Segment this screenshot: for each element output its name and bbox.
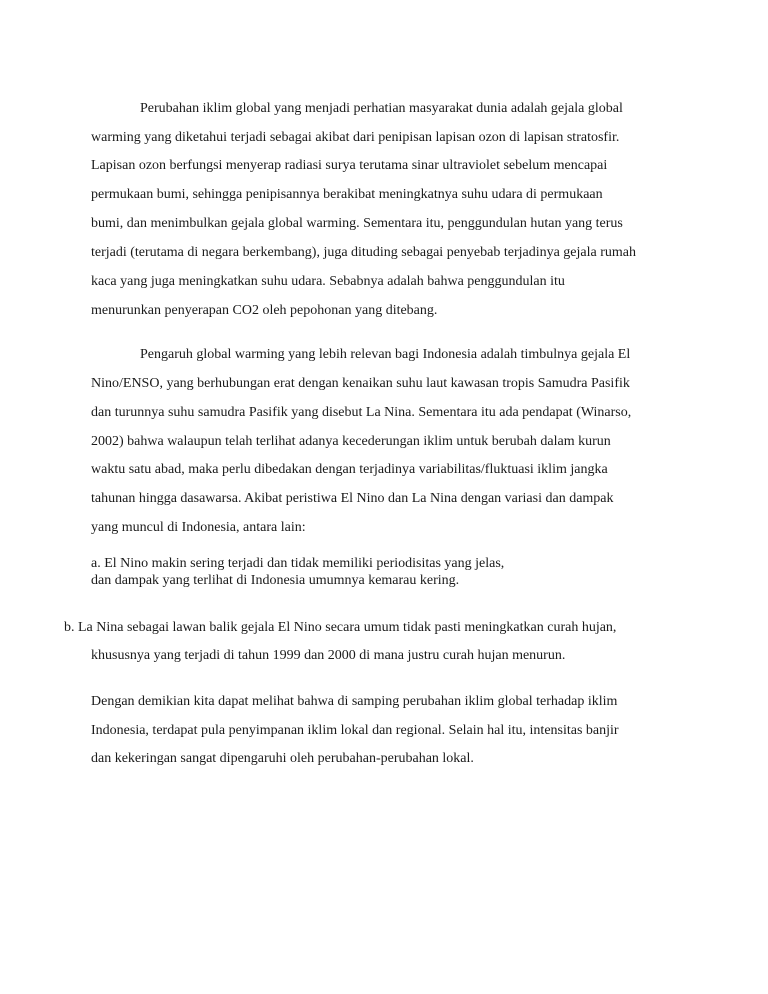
paragraph-line: dan turunnya suhu samudra Pasifik yang disebut La Nina. Sementara itu ada pendapat (Winarso, — [91, 405, 632, 420]
list-item-line: a. El Nino makin sering terjadi dan tidak memiliki periodisitas yang jelas, — [91, 556, 505, 571]
paragraph-line: Perubahan iklim global yang menjadi perhatian masyarakat dunia adalah gejala global — [140, 101, 623, 116]
paragraph-line: 2002) bahwa walaupun telah terlihat adanya kecederungan iklim untuk berubah dalam kurun — [91, 434, 611, 449]
paragraph-line: Nino/ENSO, yang berhubungan erat dengan kenaikan suhu laut kawasan tropis Samudra Pasifik — [91, 376, 630, 391]
paragraph-line: kaca yang juga meningkatkan suhu udara. Sebabnya adalah bahwa penggundulan itu — [91, 274, 565, 289]
paragraph-line: Indonesia, terdapat pula penyimpanan iklim lokal dan regional. Selain hal itu, intensitas banjir — [91, 723, 619, 738]
list-item-line: b. La Nina sebagai lawan balik gejala El Nino secara umum tidak pasti meningkatkan curah hujan, — [64, 620, 617, 635]
paragraph-line: Dengan demikian kita dapat melihat bahwa di samping perubahan iklim global terhadap iklim — [91, 694, 618, 709]
paragraph-line: Lapisan ozon berfungsi menyerap radiasi surya terutama sinar ultraviolet sebelum mencapai — [91, 158, 608, 173]
paragraph-line: dan kekeringan sangat dipengaruhi oleh perubahan-perubahan lokal. — [91, 751, 474, 766]
list-item-line: khususnya yang terjadi di tahun 1999 dan 2000 di mana justru curah hujan menurun. — [91, 648, 566, 663]
paragraph-line: Pengaruh global warming yang lebih relevan bagi Indonesia adalah timbulnya gejala El — [140, 347, 631, 362]
paragraph-line: menurunkan penyerapan CO2 oleh pepohonan yang ditebang. — [91, 303, 438, 318]
list-item-line: dan dampak yang terlihat di Indonesia umumnya kemarau kering. — [91, 573, 460, 588]
paragraph-line: waktu satu abad, maka perlu dibedakan dengan terjadinya variabilitas/fluktuasi iklim jangka — [91, 462, 608, 477]
paragraph-line: terjadi (terutama di negara berkembang), juga dituding sebagai penyebab terjadinya gejala rumah — [91, 245, 636, 260]
paragraph-line: permukaan bumi, sehingga penipisannya berakibat meningkatnya suhu udara di permukaan — [91, 187, 603, 202]
paragraph-line: warming yang diketahui terjadi sebagai akibat dari penipisan lapisan ozon di lapisan stratosfir. — [91, 130, 620, 145]
paragraph-line: bumi, dan menimbulkan gejala global warming. Sementara itu, penggundulan hutan yang terus — [91, 216, 623, 231]
paragraph-line: yang muncul di Indonesia, antara lain: — [91, 520, 306, 535]
paragraph-line: tahunan hingga dasawarsa. Akibat peristiwa El Nino dan La Nina dengan variasi dan dampak — [91, 491, 614, 506]
